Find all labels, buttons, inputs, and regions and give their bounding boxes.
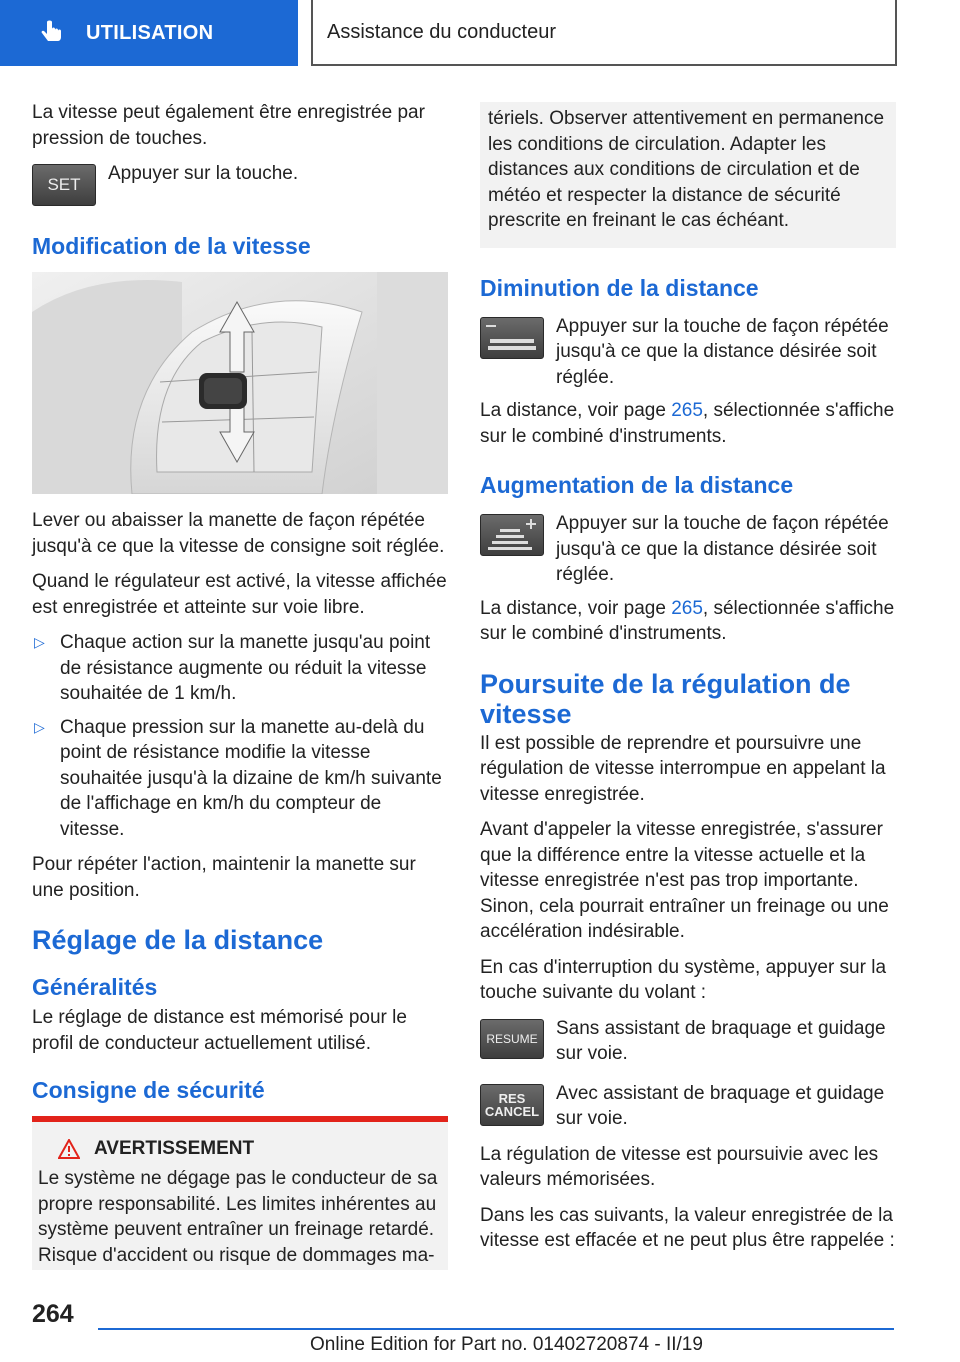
resume-text-1: Il est possible de reprendre et poursuivre une régulation de vitesse interrompue en appelant la vitesse enregistrée.	[480, 732, 886, 805]
heading-distance-setting: Réglage de la distance	[32, 925, 324, 955]
resume-text-3: En cas d'interruption du système, appuyer sur la touche suivante du volant :	[480, 956, 887, 1003]
set-key-row	[32, 161, 448, 206]
increase-key-row	[480, 511, 896, 588]
warning-box	[32, 1116, 448, 1270]
warning-text: Le système ne dégage pas le conducteur de sa propre responsabilité. Les limites inhérentes au système peuvent entraîner un freinage retardé. Risque d'accident ou risque de dommages ma-	[38, 1168, 438, 1266]
heading-safety: Consigne de sécurité	[32, 1077, 265, 1103]
right-column	[480, 102, 896, 1264]
distance-decrease-key-icon	[480, 317, 544, 359]
page-link[interactable]: 265	[671, 400, 703, 421]
res-cancel-key-row	[480, 1081, 896, 1132]
intro-text: La vitesse peut également être enregistrée par pression de touches.	[32, 102, 425, 149]
section-tab[interactable]	[0, 0, 298, 66]
footer-edition: Online Edition for Part no. 01402720874 - II/19	[310, 1334, 703, 1355]
chapter-title: Assistance du conducteur	[327, 20, 557, 43]
res-cancel-key-icon: RES CANCEL	[480, 1084, 544, 1126]
resume-key-icon: RESUME	[480, 1019, 544, 1059]
page-number: 264	[32, 1300, 74, 1328]
lever-text: Lever ou abaisser la manette de façon répétée jusqu'à ce que la vitesse de consigne soit réglée.	[32, 510, 445, 557]
increase-reference: La distance, voir page 265, sélectionnée s'affiche sur le combiné d'instruments.	[480, 597, 895, 644]
decrease-reference: La distance, voir page 265, sélectionnée s'affiche sur le combiné d'instruments.	[480, 400, 895, 447]
steering-wheel-illustration	[32, 272, 448, 494]
res-cancel-key-text: Avec assistant de braquage et guidage sur voie.	[556, 1082, 885, 1129]
heading-distance-decrease: Diminution de la distance	[480, 274, 759, 301]
repeat-text: Pour répéter l'action, maintenir la manette sur une position.	[32, 854, 416, 901]
heading-resume-cruise: Poursuite de la régulation de vitesse	[480, 668, 851, 729]
set-key-icon: SET	[32, 164, 96, 206]
triangle-bullet-icon: ▷	[34, 634, 45, 650]
heading-distance-increase: Augmentation de la distance	[480, 472, 794, 498]
left-column	[32, 100, 448, 1270]
general-text: Le réglage de distance est mémorisé pour le profil de conducteur actuellement utilisé.	[32, 1007, 407, 1054]
speed-bullet-list	[32, 630, 448, 842]
steering-wheel-rocker-image	[32, 272, 448, 494]
triangle-bullet-icon: ▷	[34, 718, 45, 735]
decrease-key-row	[480, 314, 896, 391]
resume-key-text: Sans assistant de braquage et guidage sur voie.	[556, 1017, 886, 1064]
set-key-text: Appuyer sur la touche.	[108, 163, 299, 184]
warning-title: AVERTISSEMENT	[58, 1138, 442, 1160]
warning-triangle-icon	[58, 1139, 80, 1159]
decrease-key-text: Appuyer sur la touche de façon répétée jusqu'à ce que la distance désirée soit réglée.	[556, 315, 889, 388]
heading-speed-change: Modification de la vitesse	[32, 233, 311, 259]
hand-pointer-icon	[38, 20, 64, 46]
resume-key-row	[480, 1016, 896, 1067]
resume-text-5: Dans les cas suivants, la valeur enregistrée de la vitesse est effacée et ne peut plus être rappelée :	[480, 1204, 895, 1251]
activation-text: Quand le régulateur est activé, la vitesse affichée est enregistrée et atteinte sur voie libre.	[32, 571, 447, 618]
chapter-header	[311, 0, 897, 66]
increase-key-text: Appuyer sur la touche de façon répétée jusqu'à ce que la distance désirée soit réglée.	[556, 513, 889, 585]
heading-general: Généralités	[32, 974, 158, 1000]
warning-text-continued: tériels. Observer attentivement en permanence les conditions de circulation. Adapter les distances aux conditions de circulation et de météo et respecter la distance de sécurité prescrite en freinant le cas échéant.	[488, 108, 885, 231]
list-item: ▷ Chaque pression sur la manette au-delà du point de résistance modifie la vitesse souhaitée jusqu'à la dizaine de km/h suivante de l'affichage en km/h du compteur de vitesse.	[34, 716, 442, 840]
page-link[interactable]: 265	[671, 597, 703, 619]
warning-box-continued	[480, 102, 896, 248]
resume-text-2: Avant d'appeler la vitesse enregistrée, s'assurer que la différence entre la vitesse actuelle et la vitesse enregistrée n'est pas trop importante. Sinon, cela pourrait entraîner un freinage ou une accélération indésirable.	[480, 819, 889, 942]
footer-divider	[98, 1328, 894, 1330]
section-label: UTILISATION	[86, 21, 214, 44]
list-item: ▷ Chaque action sur la manette jusqu'au point de résistance augmente ou réduit la vitesse souhaitée de 1 km/h.	[34, 632, 431, 704]
distance-increase-key-icon	[480, 514, 544, 556]
resume-text-4: La régulation de vitesse est poursuivie avec les valeurs mémorisées.	[480, 1143, 879, 1190]
